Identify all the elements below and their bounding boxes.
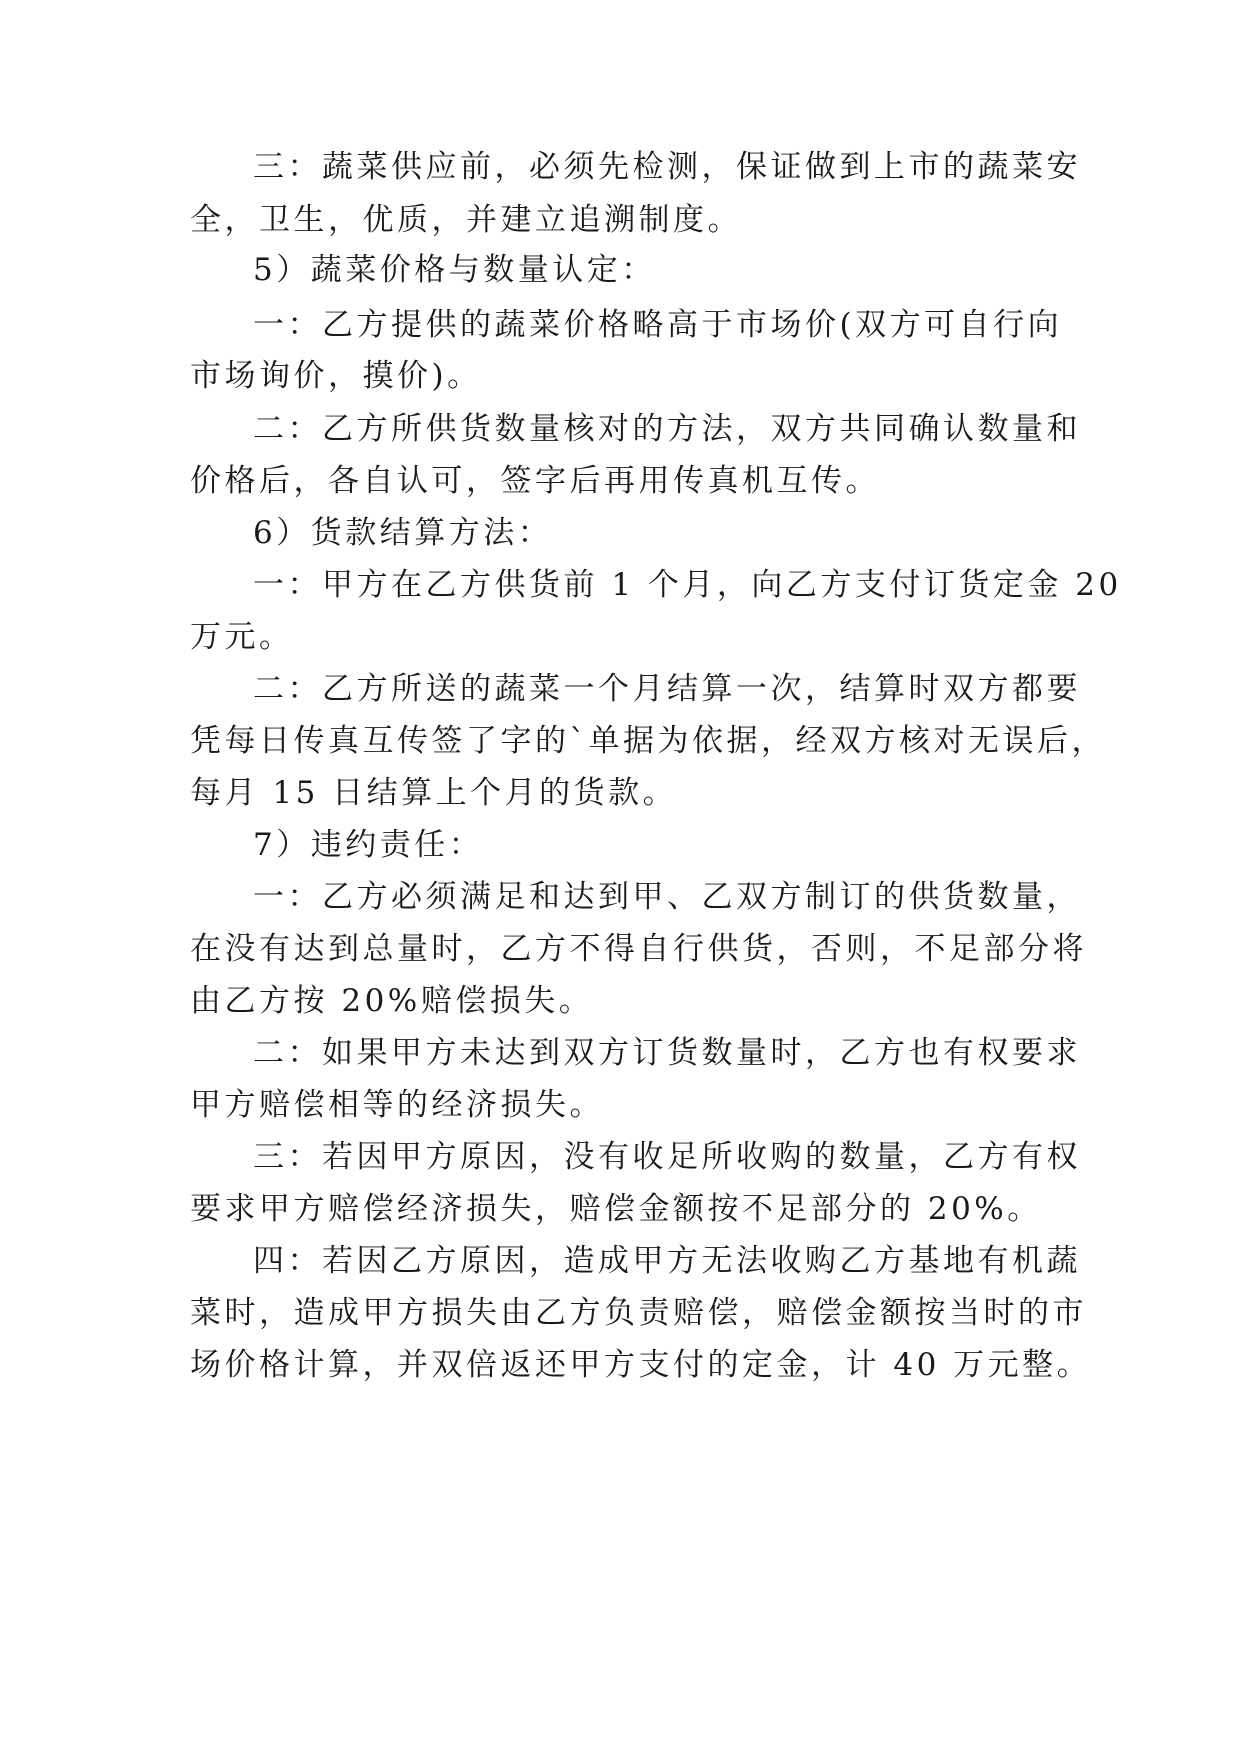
- paragraph-line: 由乙方按 20%赔偿损失。: [190, 983, 594, 1019]
- paragraph-line: 全，卫生，优质，并建立追溯制度。: [190, 202, 742, 238]
- section-heading: 7）违约责任：: [253, 827, 484, 863]
- paragraph-line: 要求甲方赔偿经济损失，赔偿金额按不足部分的 20%。: [190, 1191, 1042, 1227]
- paragraph-line: 市场询价，摸价)。: [190, 358, 482, 394]
- paragraph-line: 每月 15 日结算上个月的货款。: [190, 775, 678, 811]
- paragraph-line: 一：甲方在乙方供货前 1 个月，向乙方支付订货定金 20: [253, 567, 1122, 603]
- section-heading: 5）蔬菜价格与数量认定：: [253, 252, 656, 288]
- paragraph-line: 菜时，造成甲方损失由乙方负责赔偿，赔偿金额按当时的市: [190, 1295, 1087, 1331]
- paragraph-line: 价格后，各自认可，签字后再用传真机互传。: [190, 463, 880, 499]
- paragraph-line: 场价格计算，并双倍返还甲方支付的定金，计 40 万元整。: [190, 1347, 1092, 1383]
- paragraph-line: 二：乙方所供货数量核对的方法，双方共同确认数量和: [253, 411, 1081, 447]
- section-heading: 6）货款结算方法：: [253, 515, 553, 551]
- paragraph-line: 三：若因甲方原因，没有收足所收购的数量，乙方有权: [253, 1139, 1081, 1175]
- paragraph-line: 凭每日传真互传签了字的`单据为依据，经双方核对无误后，: [190, 723, 1106, 759]
- paragraph-line: 三：蔬菜供应前，必须先检测，保证做到上市的蔬菜安: [253, 149, 1081, 185]
- paragraph-line: 一：乙方必须满足和达到甲、乙双方制订的供货数量，: [253, 879, 1081, 915]
- paragraph-line: 四：若因乙方原因，造成甲方无法收购乙方基地有机蔬: [253, 1243, 1081, 1279]
- paragraph-line: 一：乙方提供的蔬菜价格略高于市场价(双方可自行向: [253, 307, 1063, 343]
- paragraph-line: 二：乙方所送的蔬菜一个月结算一次，结算时双方都要: [253, 671, 1081, 707]
- paragraph-line: 在没有达到总量时，乙方不得自行供货，否则，不足部分将: [190, 931, 1087, 967]
- paragraph-line: 甲方赔偿相等的经济损失。: [190, 1087, 604, 1123]
- paragraph-line: 二：如果甲方未达到双方订货数量时，乙方也有权要求: [253, 1035, 1081, 1071]
- paragraph-line: 万元。: [190, 619, 294, 655]
